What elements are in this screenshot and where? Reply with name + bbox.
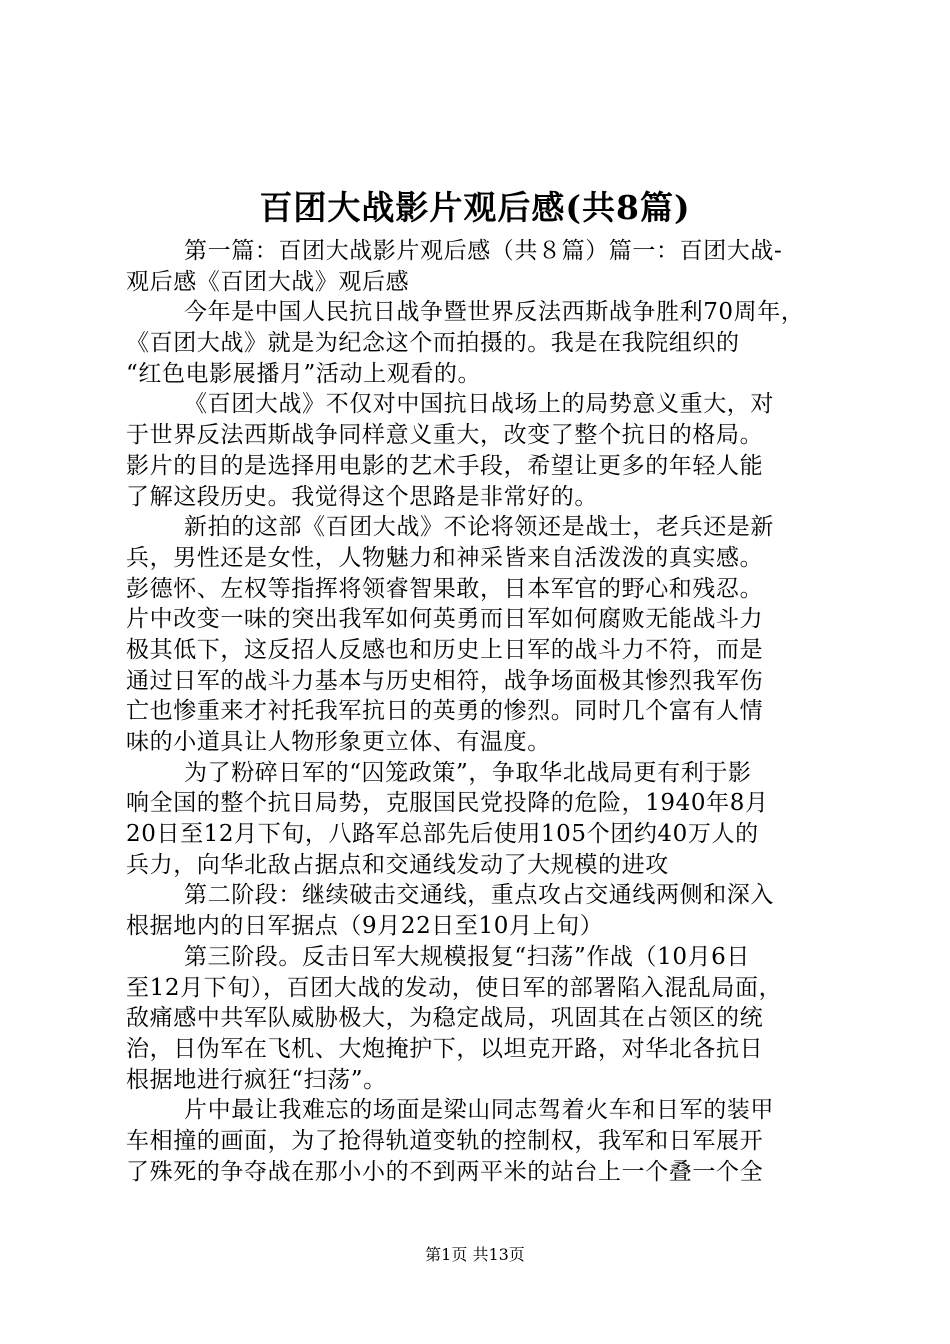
body-line: 车相撞的画面，为了抢得轨道变轨的控制权，我军和日军展开 bbox=[126, 1127, 764, 1154]
body-line: 为了粉碎日军的“囚笼政策”，争取华北战局更有利于影 bbox=[184, 759, 752, 786]
body-line: 极其低下，这反招人反感也和历史上日军的战斗力不符，而是 bbox=[126, 636, 764, 663]
body-line: 片中最让我难忘的场面是梁山同志驾着火车和日军的装甲 bbox=[184, 1097, 774, 1124]
body-line: 影片的目的是选择用电影的艺术手段，希望让更多的年轻人能 bbox=[126, 452, 764, 479]
body-line: 第一篇：百团大战影片观后感（共８篇）篇一：百团大战- bbox=[184, 238, 783, 264]
body-line: 味的小道具让人物形象更立体、有温度。 bbox=[126, 729, 551, 755]
body-line: 新拍的这部《百团大战》不论将领还是战士，老兵还是新 bbox=[184, 514, 774, 541]
body-line: 兵力，向华北敌占据点和交通线发动了大规模的进攻 bbox=[126, 851, 669, 878]
body-line: 《百团大战》不仅对中国抗日战场上的局势意义重大，对 bbox=[184, 391, 774, 418]
body-line: 了解这段历史。我觉得这个思路是非常好的。 bbox=[126, 483, 598, 510]
body-line: 20日至12月下旬，八路军总部先后使用105个团约40万人的 bbox=[126, 821, 759, 848]
body-line: 了殊死的争夺战在那小小的不到两平米的站台上一个叠一个全 bbox=[126, 1158, 764, 1185]
document-body bbox=[126, 236, 836, 1187]
body-line: 第二阶段：继续破击交通线，重点攻占交通线两侧和深入 bbox=[184, 882, 774, 909]
document-title: 百团大战影片观后感(共8篇) bbox=[259, 188, 691, 227]
body-line: 至12月下旬），百团大战的发动，使日军的部署陷入混乱局面， bbox=[126, 974, 783, 1001]
body-line: 亡也惨重来才衬托我军抗日的英勇的惨烈。同时几个富有人情 bbox=[126, 698, 764, 725]
body-line: 今年是中国人民抗日战争暨世界反法西斯战争胜利70周年， bbox=[184, 299, 805, 326]
body-line: 根据地内的日军据点（9月22日至10月上旬） bbox=[126, 913, 604, 940]
body-line: 彭德怀、左权等指挥将领睿智果敢，日本军官的野心和残忍。 bbox=[126, 575, 764, 602]
body-line: 于世界反法西斯战争同样意义重大，改变了整个抗日的格局。 bbox=[126, 422, 764, 449]
body-line: 《百团大战》就是为纪念这个而拍摄的。我是在我院组织的 bbox=[126, 330, 740, 357]
body-line: 治，日伪军在飞机、大炮掩护下，以坦克开路，对华北各抗日 bbox=[126, 1035, 764, 1062]
body-line: 片中改变一味的突出我军如何英勇而日军如何腐败无能战斗力 bbox=[126, 606, 764, 633]
body-line: “红色电影展播月”活动上观看的。 bbox=[126, 360, 482, 387]
page-footer: 第1页 共13页 bbox=[425, 1245, 525, 1264]
body-line: 兵，男性还是女性，人物魅力和神采皆来自活泼泼的真实感。 bbox=[126, 544, 764, 571]
body-line: 第三阶段。反击日军大规模报复“扫荡”作战（10月6日 bbox=[184, 943, 751, 970]
body-line: 根据地进行疯狂“扫荡”。 bbox=[126, 1066, 387, 1093]
body-line: 响全国的整个抗日局势，克服国民党投降的危险，1940年8月 bbox=[126, 790, 769, 817]
body-line: 敌痛感中共军队威胁极大，为稳定战局，巩固其在占领区的统 bbox=[126, 1005, 764, 1032]
body-line: 观后感《百团大战》观后感 bbox=[126, 268, 410, 295]
body-line: 通过日军的战斗力基本与历史相符，战争场面极其惨烈我军伤 bbox=[126, 667, 764, 694]
